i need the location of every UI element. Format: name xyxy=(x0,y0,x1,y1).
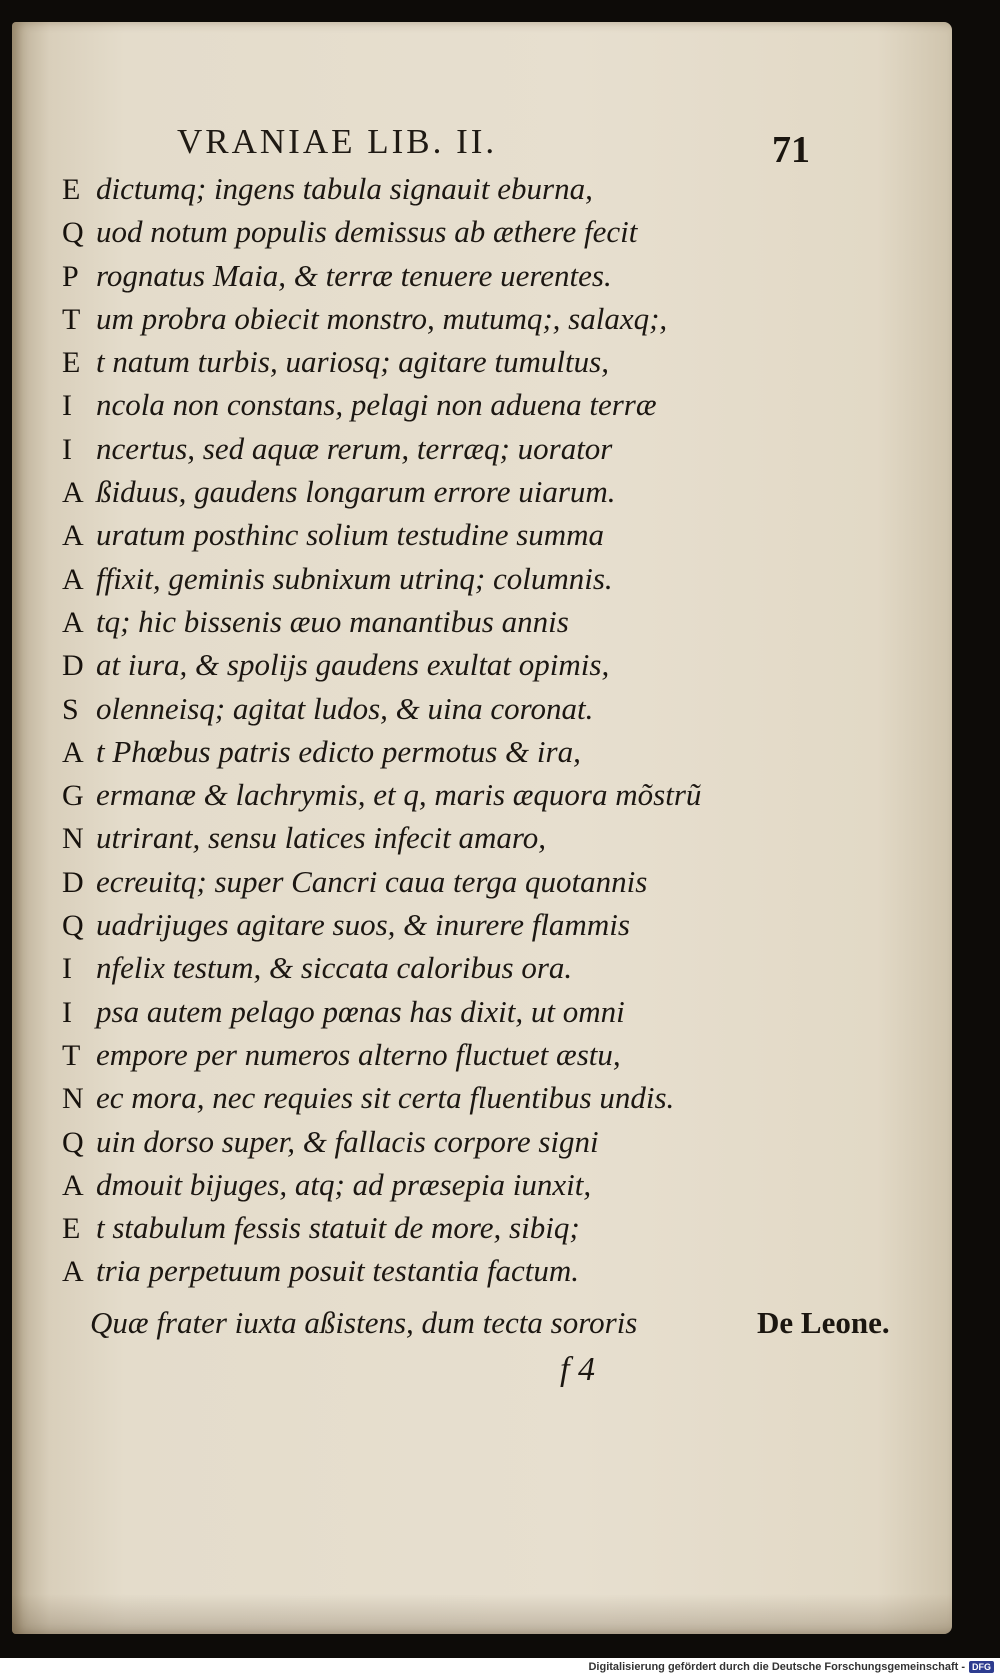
verse-initial: E xyxy=(62,173,81,206)
marginal-note: De Leone. xyxy=(757,1305,890,1340)
verse-initial: A xyxy=(62,735,84,769)
verse-text: tq; hic bissenis æuo manantibus annis xyxy=(96,603,569,639)
verse-initial: D xyxy=(62,865,84,899)
verse-line xyxy=(62,687,822,730)
verse-line xyxy=(62,340,822,383)
verse-text: utrirant, sensu latices infecit amaro, xyxy=(96,820,547,856)
verse-line xyxy=(62,643,822,686)
verse-line xyxy=(62,513,822,556)
verse-text: ec mora, nec requies sit certa fluentibus undis. xyxy=(96,1080,675,1116)
digitization-footer xyxy=(0,1658,1000,1676)
verse-text: uadrijuges agitare suos, & inurere flammis xyxy=(96,907,630,943)
verse-initial: T xyxy=(62,302,81,336)
verse-text: um probra obiecit monstro, mutumq;, salaxq;, xyxy=(96,300,668,336)
dfg-logo: DFG xyxy=(969,1661,994,1673)
verse-text: ncola non constans, pelagi non aduena terræ xyxy=(96,387,657,423)
verse-initial: N xyxy=(62,1082,84,1116)
verse-line xyxy=(62,1033,822,1076)
verse-text: ecreuitq; super Cancri caua terga quotannis xyxy=(96,863,648,899)
verse-initial: A xyxy=(62,1255,84,1289)
verse-text: ermanæ & lachrymis, et q, maris æquora mõstrũ xyxy=(96,777,702,813)
verse-initial: I xyxy=(62,389,72,423)
verse-text: dmouit bijuges, atq; ad præsepia iunxit, xyxy=(96,1166,592,1202)
verse-initial: G xyxy=(62,779,84,813)
verse-line xyxy=(62,730,822,773)
verse-line xyxy=(62,1076,822,1119)
verse-text: olenneisq; agitat ludos, & uina coronat. xyxy=(96,690,594,726)
verse-line xyxy=(62,903,822,946)
verse-block xyxy=(62,167,822,1293)
verse-initial: A xyxy=(62,519,84,553)
verse-text: t Phœbus patris edicto permotus & ira, xyxy=(96,733,581,769)
verse-initial: T xyxy=(62,1038,81,1072)
verse-text: uratum posthinc solium testudine summa xyxy=(96,517,605,553)
verse-text: ncertus, sed aquæ rerum, terræq; uorator xyxy=(96,430,613,466)
verse-initial: A xyxy=(62,476,84,510)
verse-initial: A xyxy=(62,562,84,596)
verse-initial: I xyxy=(62,995,72,1029)
page-number: 71 xyxy=(772,129,810,171)
verse-line xyxy=(62,167,822,210)
verse-initial: A xyxy=(62,1168,84,1202)
signature-mark: f 4 xyxy=(560,1351,595,1388)
verse-text: t natum turbis, uariosq; agitare tumultus, xyxy=(96,344,609,380)
verse-initial: A xyxy=(62,605,84,639)
verse-line xyxy=(62,600,822,643)
verse-text: uin dorso super, & fallacis corpore signi xyxy=(96,1123,599,1159)
verse-line xyxy=(62,210,822,253)
verse-line xyxy=(62,860,822,903)
verse-initial: P xyxy=(62,259,79,293)
verse-text: uod notum populis demissus ab æthere fecit xyxy=(96,214,638,250)
verse-initial: D xyxy=(62,649,84,683)
verse-line xyxy=(62,557,822,600)
verse-initial: E xyxy=(62,346,81,380)
verse-line xyxy=(62,1163,822,1206)
verse-text: at iura, & spolijs gaudens exultat opimis, xyxy=(96,647,610,683)
verse-initial: S xyxy=(62,692,79,726)
verse-initial: Q xyxy=(62,216,84,250)
verse-line xyxy=(62,470,822,513)
verse-line xyxy=(62,946,822,989)
verse-text: tria perpetuum posuit testantia factum. xyxy=(96,1253,580,1289)
verse-text: dictumq; ingens tabula signauit eburna, xyxy=(96,171,593,206)
verse-initial: Q xyxy=(62,1125,84,1159)
verse-text: empore per numeros alterno fluctuet æstu, xyxy=(96,1036,621,1072)
verse-text: t stabulum fessis statuit de more, sibiq; xyxy=(96,1210,580,1246)
verse-line xyxy=(62,297,822,340)
verse-initial: Q xyxy=(62,909,84,943)
verse-initial: I xyxy=(62,432,72,466)
verse-line xyxy=(62,254,822,297)
verse-text: ffixit, geminis subnixum utrinq; columnis. xyxy=(96,560,613,596)
verse-text: ßiduus, gaudens longarum errore uiarum. xyxy=(96,474,616,510)
verse-line xyxy=(62,1206,822,1249)
verse-line xyxy=(62,816,822,859)
closing-verse-line: Quæ frater iuxta aßistens, dum tecta sororis xyxy=(90,1305,638,1340)
verse-initial: N xyxy=(62,822,84,856)
verse-line xyxy=(62,383,822,426)
verse-text: rognatus Maia, & terræ tenuere uerentes. xyxy=(96,257,612,293)
verse-line xyxy=(62,990,822,1033)
verse-line xyxy=(62,773,822,816)
running-header: VRANIAE LIB. II. xyxy=(177,122,498,161)
verse-line xyxy=(62,1249,822,1292)
footer-credit: Digitalisierung gefördert durch die Deutsche Forschungsgemeinschaft - xyxy=(588,1661,965,1673)
verse-line xyxy=(62,427,822,470)
verse-line xyxy=(62,1120,822,1163)
verse-text: nfelix testum, & siccata caloribus ora. xyxy=(96,950,573,986)
verse-initial: E xyxy=(62,1212,81,1246)
book-page xyxy=(12,22,952,1634)
verse-text: psa autem pelago pœnas has dixit, ut omni xyxy=(96,993,625,1029)
verse-initial: I xyxy=(62,952,72,986)
